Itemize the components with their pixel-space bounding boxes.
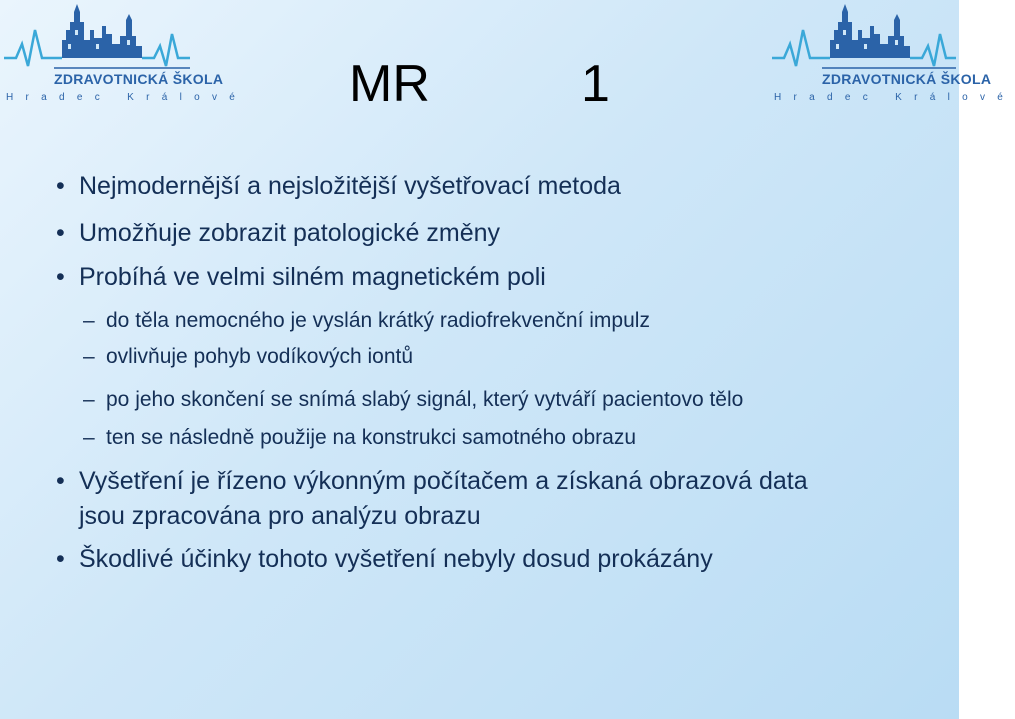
slide-title: MR xyxy=(349,55,430,113)
bullet-text: Nejmodernější a nejsložitější vyšetřovací metoda xyxy=(79,172,621,200)
dash-icon: – xyxy=(83,345,95,368)
bullet-item xyxy=(56,216,501,250)
school-logo-left xyxy=(2,0,248,110)
bullet-item-continuation xyxy=(79,499,481,533)
sub-item-text: ten se následně použije na konstrukci samotného obrazu xyxy=(106,426,637,449)
bullet-icon: • xyxy=(56,467,65,495)
sub-item xyxy=(83,385,744,415)
sub-item xyxy=(83,423,637,453)
school-city: Hradec Králové xyxy=(6,92,248,103)
bullet-icon: • xyxy=(56,263,65,291)
sub-item xyxy=(83,342,414,372)
skyline-heartbeat-logo-icon xyxy=(770,0,960,75)
bullet-text: Probíhá ve velmi silném magnetickém poli xyxy=(79,263,546,291)
school-city: Hradec Králové xyxy=(774,92,1015,103)
bullet-item xyxy=(56,464,808,498)
bullet-item xyxy=(56,169,621,203)
dash-icon: – xyxy=(83,388,95,411)
dash-icon: – xyxy=(83,309,95,332)
school-name: ZDRAVOTNICKÁ ŠKOLA xyxy=(822,71,992,87)
bullet-text: Umožňuje zobrazit patologické změny xyxy=(79,219,501,247)
bullet-icon: • xyxy=(56,545,65,573)
skyline-heartbeat-logo-icon xyxy=(2,0,192,75)
slide-number: 1 xyxy=(581,55,610,113)
bullet-text: Škodlivé účinky tohoto vyšetření nebyly dosud prokázány xyxy=(79,545,713,573)
bullet-item xyxy=(56,260,546,294)
sub-item xyxy=(83,306,650,336)
sub-item-text: do těla nemocného je vyslán krátký radiofrekvenční impulz xyxy=(106,309,650,332)
sub-item-text: ovlivňuje pohyb vodíkových iontů xyxy=(106,345,414,368)
sub-item-text: po jeho skončení se snímá slabý signál, který vytváří pacientovo tělo xyxy=(106,388,744,411)
bullet-text: Vyšetření je řízeno výkonným počítačem a získaná obrazová data xyxy=(79,467,808,495)
bullet-icon: • xyxy=(56,219,65,247)
school-name: ZDRAVOTNICKÁ ŠKOLA xyxy=(54,71,224,87)
dash-icon: – xyxy=(83,426,95,449)
school-logo-right xyxy=(770,0,1015,110)
bullet-icon: • xyxy=(56,172,65,200)
bullet-item xyxy=(56,542,713,576)
bullet-text-continuation: jsou zpracována pro analýzu obrazu xyxy=(79,502,481,530)
